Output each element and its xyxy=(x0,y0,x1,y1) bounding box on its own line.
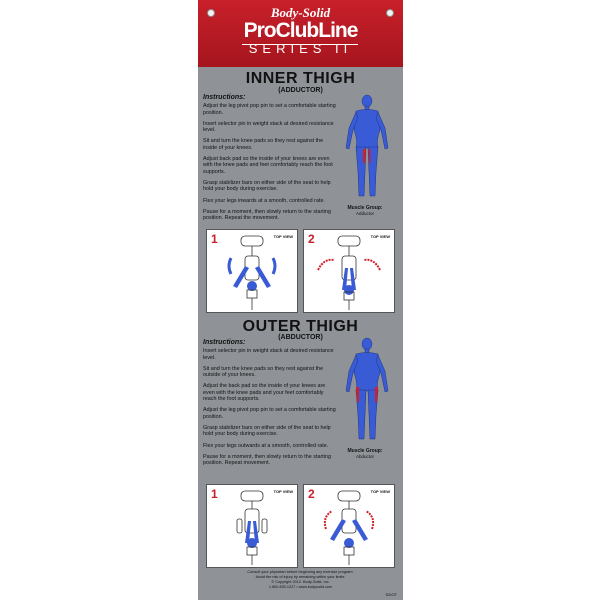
exercise-placard xyxy=(198,0,403,600)
inner-step-panel-2 xyxy=(303,229,395,313)
outer-panel-1-number: 1 xyxy=(211,487,218,501)
brand-series: SERIES II xyxy=(248,41,353,56)
outer-machine-top-view-start xyxy=(207,485,297,567)
inner-muscle-group-label: Muscle Group: xyxy=(347,205,383,211)
inner-thigh-title: INNER THIGH xyxy=(245,70,356,87)
inner-panel-1-number: 1 xyxy=(211,232,218,246)
inner-instructions xyxy=(203,95,336,226)
inner-step: Adjust the leg pivot pop pin to set a comfortable starting position. xyxy=(203,103,336,116)
outer-muscle-figure xyxy=(336,335,398,447)
inner-muscle-group xyxy=(340,205,390,216)
inner-muscle-group-value: Adductor xyxy=(355,211,374,216)
outer-instructions-label: Instructions: xyxy=(203,339,246,346)
inner-panel-1-view: TOP VIEW xyxy=(273,234,293,239)
footer-copyright: © Copyright 2012. Body-Solid, Inc. xyxy=(271,580,330,584)
inner-panel-2-view: TOP VIEW xyxy=(370,234,390,239)
outer-step: Sit and turn the knee pads so they rest against the outside of your knees. xyxy=(203,365,324,379)
outer-step: Adjust the leg pivot pop pin to set a comfortable starting position. xyxy=(203,407,336,420)
inner-step: Grasp stabilizer bars on either side of the seat to help hold your body during exercise. xyxy=(203,179,331,193)
outer-muscle-group-value: Abductor xyxy=(355,454,374,459)
outer-thigh-title: OUTER THIGH xyxy=(242,318,359,335)
outer-muscle-group-label: Muscle Group: xyxy=(347,448,383,454)
outer-step-panel-1 xyxy=(206,484,298,568)
brand-header xyxy=(198,0,403,67)
outer-step: Flex your legs outwards at a smooth, controlled rate. xyxy=(203,442,329,449)
outer-step: Pause for a moment, then slowly return to the starting position. Repeat movement. xyxy=(203,453,331,467)
outer-panel-2-number: 2 xyxy=(308,487,315,501)
inner-step-panel-1 xyxy=(206,229,298,313)
footer-contact: 1.800.833.1227 • www.bodysolid.com xyxy=(268,585,333,589)
footer-disclaimer-2: Avoid the risk of injury by remaining within your limits. xyxy=(255,575,346,579)
inner-step: Flex your legs inwards at a smooth, controlled rate. xyxy=(203,197,325,204)
outer-thigh-subtitle: (ABDUCTOR) xyxy=(278,334,323,341)
outer-panel-1-view: TOP VIEW xyxy=(273,489,293,494)
inner-machine-top-view-start xyxy=(207,230,297,312)
outer-step-panel-2 xyxy=(303,484,395,568)
outer-step: Grasp stabilizer bars on either side of the seat to help hold your body during exercise. xyxy=(203,424,331,438)
inner-step: Insert selector pin in weight stack at desired resistance level. xyxy=(203,120,334,134)
outer-muscle-group xyxy=(340,448,390,459)
brand-name: Body-Solid xyxy=(270,5,331,20)
inner-machine-top-view-end xyxy=(304,230,394,312)
outer-step: Adjust the back pad so the inside of your knees are even with the knee pads and your feet comfortably reach the foot supports. xyxy=(203,383,326,403)
inner-step: Pause for a moment, then slowly return to the starting position. Repeat the movement. xyxy=(203,208,331,222)
inner-step: Sit and turn the knee pads so they rest against the inside of your knees. xyxy=(203,138,324,151)
outer-machine-top-view-end xyxy=(304,485,394,567)
outer-step: Insert selector pin in weight stack at desired resistance level. xyxy=(203,348,334,361)
inner-instructions-label: Instructions: xyxy=(203,94,246,101)
footer-disclaimer-1: Consult your physician before beginning any exercise program. xyxy=(247,570,354,574)
inner-muscle-figure xyxy=(336,92,398,204)
inner-panel-2-number: 2 xyxy=(308,232,315,246)
footer xyxy=(198,570,403,590)
inner-step: Adjust back pad so the inside of your knees are even with the knee pads and feet comfortably reach the foot supports. xyxy=(203,156,333,175)
brand-line-name: ProClubLine xyxy=(243,19,358,42)
inner-thigh-subtitle: (ADDUCTOR) xyxy=(278,87,323,94)
outer-panel-2-view: TOP VIEW xyxy=(370,489,390,494)
product-code: S2IOT xyxy=(385,592,397,597)
outer-instructions xyxy=(203,340,336,471)
